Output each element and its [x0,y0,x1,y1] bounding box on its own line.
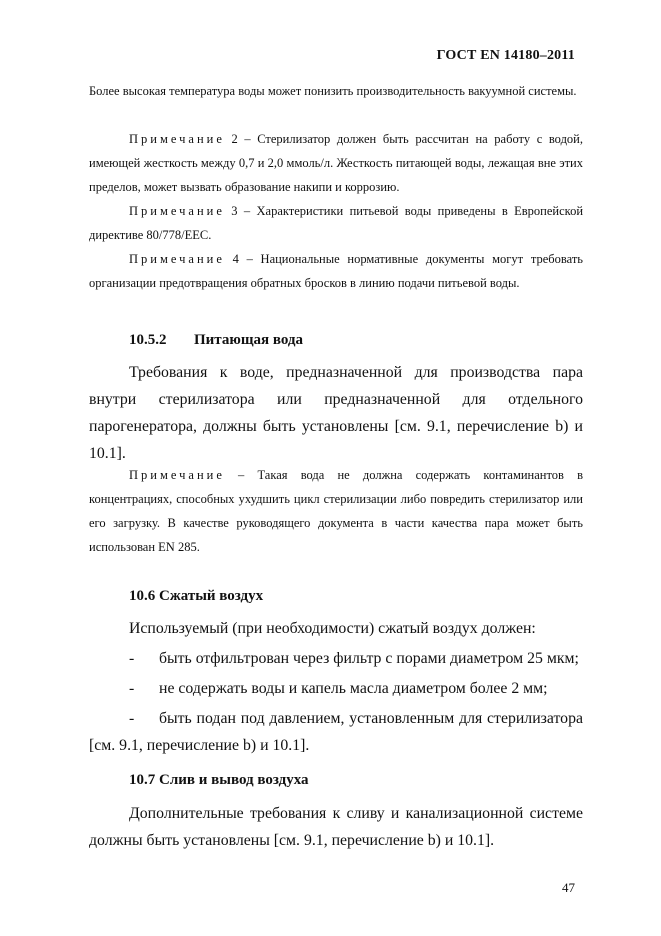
section-10-5-2-heading [129,332,623,349]
intro-paragraph [89,79,583,103]
section-10-5-2-note-label: Примечание [129,468,225,482]
note-2-label: Примечание [129,132,225,146]
list-bullet-dash: - [129,650,135,667]
note-4-label: Примечание [129,252,225,266]
intro-text: Более высокая температура воды может понизить производительность вакуумной системы. [89,84,577,98]
section-10-5-2-body-text: Требования к воде, предназначенной для производства пара внутри стерилизатора или предназначенной для отдельного парогенератора, должны быть установлены [см. 9.1, перечисление b) и 10.1]. [89,364,583,462]
note-4-text: Национальные нормативные документы могут требовать организации предотвращения обратных бросков в линию подачи питьевой воды. [89,252,584,290]
section-10-5-2-note: Примечание – Такая вода не должна содержать контаминантов в концентрациях, способных ухудшить цикл стерилизации либо повредить стерилизатор или его загрузку. В качестве руководящего документа в части качества пара может быть использован EN 285. [89,468,583,554]
section-10-5-2-title: Питающая вода [194,332,304,348]
list-bullet-dash: - [129,680,135,697]
section-10-6-intro [129,615,583,642]
section-10-5-2-number: 10.5.2 [129,332,167,348]
note-3-text: Характеристики питьевой воды приведены в Европейской директиве 80/778/EEC. [89,204,584,242]
section-10-7-heading [129,772,623,789]
note-4: Примечание 4 – Национальные нормативные документы могут требовать организации предотвращения обратных бросков в линию подачи питьевой воды. [89,252,584,290]
note-3-label: Примечание [129,204,225,218]
list-bullet-dash: - [129,710,135,727]
section-10-6-item-text: быть подан под давлением, установленным для стерилизатора [см. 9.1, перечисление b) и 10.1]. [89,710,583,754]
note-3: Примечание 3 – Характеристики питьевой воды приведены в Европейской директиве 80/778/EEC. [89,204,584,242]
section-10-6-number: 10.6 [129,588,156,604]
section-10-6-item [129,675,583,702]
section-10-6-intro-text: Используемый (при необходимости) сжатый воздух должен: [129,620,536,637]
page-number: 47 [562,880,575,895]
section-10-7-body-text: Дополнительные требования к сливу и канализационной системе должны быть установлены [см. 9.1, перечисление b) и 10.1]. [89,805,583,849]
note-4-number: 4 [232,252,239,266]
section-10-5-2-body [89,359,583,467]
section-10-7-body [89,800,583,854]
section-10-5-2-note-text: Такая вода не должна содержать контаминантов в концентрациях, способных ухудшить цикл стерилизации либо повредить стерилизатор или его загрузку. В качестве руководящего документа в части качества пара может быть использован EN 285. [89,468,583,554]
section-10-6-item-text: не содержать воды и капель масла диаметром более 2 мм; [159,680,548,697]
section-10-6-item-text: быть отфильтрован через фильтр с порами диаметром 25 мкм; [159,650,579,667]
section-10-6-item [89,705,583,759]
standard-id: ГОСТ EN 14180–2011 [436,48,575,63]
note-2-number: 2 [231,132,238,146]
section-10-7-number: 10.7 [129,772,156,788]
note-3-number: 3 [231,204,238,218]
section-10-6-title: Сжатый воздух [159,588,264,604]
note-2: Примечание 2 – Стерилизатор должен быть рассчитан на работу с водой, имеющей жесткость между 0,7 и 2,0 ммоль/л. Жесткость питающей воды, лежащая вне этих пределов, может вызвать образование накипи и коррозию. [89,132,583,194]
section-10-6-item [129,645,583,672]
note-2-text: Стерилизатор должен быть рассчитан на работу с водой, имеющей жесткость между 0,7 и 2,0 ммоль/л. Жесткость питающей воды, лежащая вне этих пределов, может вызвать образование накипи и коррозию. [89,132,583,194]
section-10-6-heading [129,588,623,605]
section-10-7-title: Слив и вывод воздуха [159,772,309,788]
